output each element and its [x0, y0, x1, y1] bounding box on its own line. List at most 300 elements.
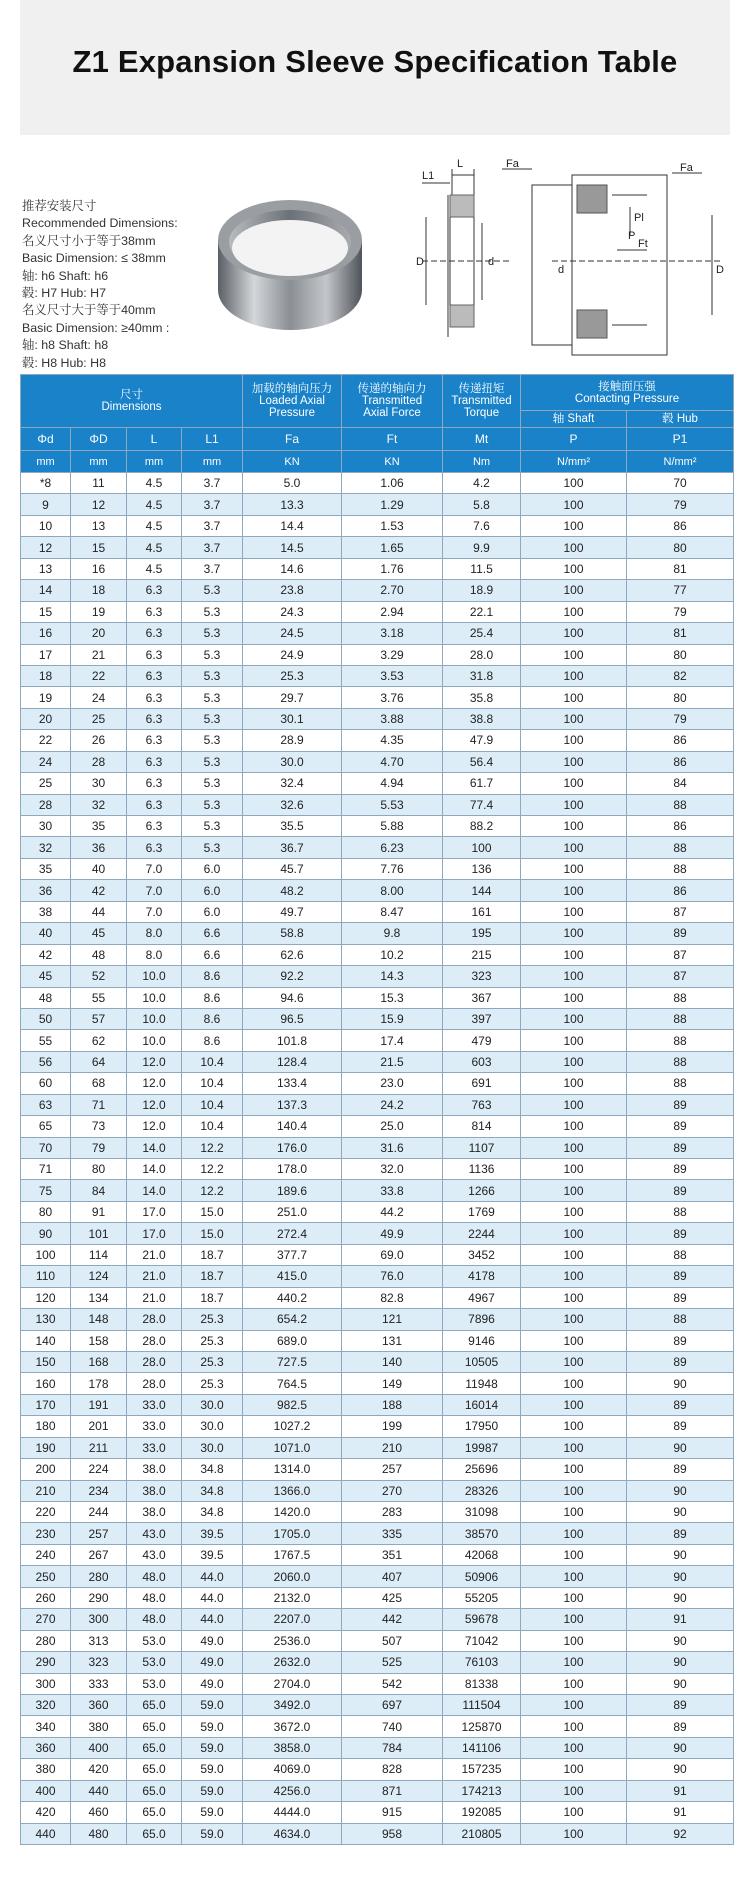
table-cell: 31.6: [342, 1137, 443, 1158]
table-row: [21, 1330, 734, 1351]
table-cell: 45: [21, 966, 71, 987]
table-cell: 12.2: [182, 1137, 243, 1158]
table-cell: 88: [627, 837, 734, 858]
table-cell: 79: [627, 708, 734, 729]
table-cell: 36.7: [243, 837, 342, 858]
table-cell: 480: [71, 1823, 127, 1844]
table-cell: 32: [71, 794, 127, 815]
table-cell: 5.0: [243, 473, 342, 494]
hub-header: 毂 Hub: [627, 411, 734, 428]
table-row: [21, 1116, 734, 1137]
table-cell: 16014: [443, 1394, 521, 1415]
table-row: [21, 708, 734, 729]
table-cell: 4178: [443, 1266, 521, 1287]
table-cell: 257: [71, 1523, 127, 1544]
table-cell: 14.6: [243, 558, 342, 579]
table-cell: 5.88: [342, 816, 443, 837]
table-row: [21, 1223, 734, 1244]
table-cell: 323: [71, 1652, 127, 1673]
table-cell: 92: [627, 1823, 734, 1844]
table-cell: 90: [627, 1673, 734, 1694]
table-cell: 10.4: [182, 1094, 243, 1115]
table-cell: 407: [342, 1566, 443, 1587]
table-cell: 39.5: [182, 1544, 243, 1565]
table-cell: 763: [443, 1094, 521, 1115]
table-cell: 11948: [443, 1373, 521, 1394]
table-cell: 4967: [443, 1287, 521, 1308]
table-cell: 144: [443, 880, 521, 901]
table-cell: 36: [71, 837, 127, 858]
table-row: [21, 901, 734, 922]
table-cell: 4.70: [342, 751, 443, 772]
table-cell: 12.2: [182, 1159, 243, 1180]
table-cell: 100: [521, 1523, 627, 1544]
table-cell: 4.5: [127, 473, 182, 494]
table-cell: 90: [627, 1373, 734, 1394]
table-cell: 90: [627, 1652, 734, 1673]
table-cell: 14.0: [127, 1180, 182, 1201]
table-row: [21, 1502, 734, 1523]
table-cell: 100: [521, 944, 627, 965]
table-cell: 19: [71, 601, 127, 622]
drawing-label-Pl: Pl: [634, 212, 644, 224]
table-cell: 5.3: [182, 816, 243, 837]
table-cell: 100: [521, 1823, 627, 1844]
expansion-sleeve-photo: [210, 198, 370, 338]
table-cell: 13.3: [243, 494, 342, 515]
table-cell: 60: [21, 1073, 71, 1094]
table-cell: 170: [21, 1394, 71, 1415]
table-row: [21, 944, 734, 965]
table-row: [21, 1073, 734, 1094]
table-cell: 5.8: [443, 494, 521, 515]
spec-line: Basic Dimension: ≤ 38mm: [22, 251, 166, 266]
table-cell: 178: [71, 1373, 127, 1394]
table-cell: 48.2: [243, 880, 342, 901]
table-cell: 38: [21, 901, 71, 922]
table-cell: 81338: [443, 1673, 521, 1694]
table-cell: 100: [521, 1137, 627, 1158]
table-cell: 120: [21, 1287, 71, 1308]
table-cell: 100: [521, 1223, 627, 1244]
table-cell: 20: [21, 708, 71, 729]
table-cell: 32.6: [243, 794, 342, 815]
table-row: [21, 1609, 734, 1630]
table-row: [21, 1694, 734, 1715]
table-cell: 23.0: [342, 1073, 443, 1094]
table-row: [21, 1566, 734, 1587]
table-row: [21, 1244, 734, 1265]
table-cell: 89: [627, 1523, 734, 1544]
table-cell: 100: [521, 601, 627, 622]
table-cell: 33.0: [127, 1394, 182, 1415]
table-cell: 96.5: [243, 1008, 342, 1029]
table-cell: 7.0: [127, 858, 182, 879]
table-cell: 25.3: [182, 1351, 243, 1372]
table-cell: 100: [521, 1094, 627, 1115]
table-cell: 4634.0: [243, 1823, 342, 1844]
symbol-header: Ft: [342, 428, 443, 451]
table-row: [21, 1051, 734, 1072]
unit-header: mm: [182, 451, 243, 473]
table-cell: 131: [342, 1330, 443, 1351]
table-cell: 4.35: [342, 730, 443, 751]
table-cell: 89: [627, 1416, 734, 1437]
table-cell: 65.0: [127, 1823, 182, 1844]
table-cell: 542: [342, 1673, 443, 1694]
table-cell: 6.3: [127, 816, 182, 837]
table-cell: 5.3: [182, 601, 243, 622]
table-cell: 140: [21, 1330, 71, 1351]
table-cell: 5.3: [182, 623, 243, 644]
table-cell: 38.0: [127, 1459, 182, 1480]
table-cell: 94.6: [243, 987, 342, 1008]
table-cell: 340: [21, 1716, 71, 1737]
table-cell: 9146: [443, 1330, 521, 1351]
drawing-label-P: P: [628, 230, 636, 242]
table-row: [21, 537, 734, 558]
table-cell: 71: [21, 1159, 71, 1180]
table-row: [21, 1544, 734, 1565]
table-cell: 1.65: [342, 537, 443, 558]
table-cell: 300: [21, 1673, 71, 1694]
table-cell: 50: [21, 1008, 71, 1029]
table-cell: 53.0: [127, 1630, 182, 1651]
table-cell: 76.0: [342, 1266, 443, 1287]
table-cell: 479: [443, 1030, 521, 1051]
table-cell: 4256.0: [243, 1780, 342, 1801]
table-cell: 148: [71, 1309, 127, 1330]
spec-line: Recommended Dimensions:: [22, 216, 178, 231]
spec-line: 名义尺寸大于等于40mm: [22, 303, 156, 318]
table-cell: 100: [521, 1008, 627, 1029]
table-cell: 75: [21, 1180, 71, 1201]
header-cn: 接触面压强: [598, 380, 656, 393]
table-cell: 79: [71, 1137, 127, 1158]
table-cell: 88.2: [443, 816, 521, 837]
table-cell: 189.6: [243, 1180, 342, 1201]
header-en: Transmitted: [451, 395, 512, 407]
table-cell: 28.0: [127, 1351, 182, 1372]
table-cell: 88: [627, 858, 734, 879]
spec-line: Basic Dimension: ≥40mm :: [22, 320, 170, 335]
table-cell: 31098: [443, 1502, 521, 1523]
table-cell: 28.0: [443, 644, 521, 665]
table-cell: 100: [521, 687, 627, 708]
table-cell: 128.4: [243, 1051, 342, 1072]
table-row: [21, 494, 734, 515]
table-cell: 174213: [443, 1780, 521, 1801]
table-cell: 53.0: [127, 1652, 182, 1673]
table-cell: 3.7: [182, 558, 243, 579]
spec-line: 毂: H7 Hub: H7: [22, 285, 107, 300]
table-cell: 5.3: [182, 773, 243, 794]
table-cell: 77.4: [443, 794, 521, 815]
table-cell: 87: [627, 944, 734, 965]
table-cell: 1705.0: [243, 1523, 342, 1544]
table-row: [21, 1094, 734, 1115]
table-cell: 1.76: [342, 558, 443, 579]
table-cell: 25696: [443, 1459, 521, 1480]
table-cell: 234: [71, 1480, 127, 1501]
table-cell: 1071.0: [243, 1437, 342, 1458]
table-cell: 3858.0: [243, 1737, 342, 1758]
table-cell: 15.0: [182, 1201, 243, 1222]
table-cell: 100: [521, 558, 627, 579]
table-cell: 6.3: [127, 837, 182, 858]
table-cell: 12.0: [127, 1116, 182, 1137]
header-cn: 加载的轴向压力: [251, 383, 333, 395]
table-cell: 89: [627, 1116, 734, 1137]
table-cell: 191: [71, 1394, 127, 1415]
table-cell: 2244: [443, 1223, 521, 1244]
table-row: [21, 1287, 734, 1308]
table-cell: 100: [521, 1416, 627, 1437]
table-cell: 100: [521, 537, 627, 558]
table-cell: 17.0: [127, 1223, 182, 1244]
table-cell: 195: [443, 923, 521, 944]
table-cell: 89: [627, 1351, 734, 1372]
table-cell: 14.0: [127, 1137, 182, 1158]
table-cell: 71042: [443, 1630, 521, 1651]
table-cell: 18.7: [182, 1287, 243, 1308]
table-cell: 400: [71, 1737, 127, 1758]
header-en: Pressure: [269, 407, 316, 419]
header-en: Dimensions: [101, 401, 162, 413]
table-cell: 814: [443, 1116, 521, 1137]
table-cell: 25.3: [182, 1373, 243, 1394]
table-cell: 157235: [443, 1759, 521, 1780]
table-cell: 90: [627, 1480, 734, 1501]
table-cell: 91: [627, 1609, 734, 1630]
table-cell: 290: [21, 1652, 71, 1673]
table-cell: 24: [71, 687, 127, 708]
table-cell: 100: [521, 730, 627, 751]
table-cell: 333: [71, 1673, 127, 1694]
table-cell: 270: [342, 1480, 443, 1501]
table-row: [21, 1523, 734, 1544]
table-cell: 59.0: [182, 1802, 243, 1823]
symbol-header: P: [521, 428, 627, 451]
table-cell: 7.0: [127, 901, 182, 922]
table-cell: 89: [627, 1159, 734, 1180]
header-en: Torque: [463, 407, 500, 419]
table-cell: 100: [521, 1244, 627, 1265]
spec-line: 推荐安装尺寸: [22, 199, 97, 213]
table-cell: 3492.0: [243, 1694, 342, 1715]
table-cell: 440.2: [243, 1287, 342, 1308]
table-cell: 1266: [443, 1180, 521, 1201]
table-cell: 140: [342, 1351, 443, 1372]
table-cell: 89: [627, 1716, 734, 1737]
table-cell: 982.5: [243, 1394, 342, 1415]
table-cell: 30: [71, 773, 127, 794]
table-cell: 79: [627, 494, 734, 515]
drawing-label-d-right: d: [558, 264, 565, 276]
table-cell: 1.06: [342, 473, 443, 494]
table-cell: 28326: [443, 1480, 521, 1501]
table-cell: 8.0: [127, 923, 182, 944]
table-cell: 44.0: [182, 1609, 243, 1630]
table-cell: 48: [21, 987, 71, 1008]
table-cell: 3.29: [342, 644, 443, 665]
table-cell: 6.3: [127, 665, 182, 686]
table-cell: 100: [521, 1030, 627, 1051]
table-cell: 4444.0: [243, 1802, 342, 1823]
table-cell: 100: [521, 1630, 627, 1651]
table-cell: 8.6: [182, 1008, 243, 1029]
table-cell: 14.0: [127, 1159, 182, 1180]
table-row: [21, 1351, 734, 1372]
table-cell: 15.3: [342, 987, 443, 1008]
table-cell: 88: [627, 987, 734, 1008]
table-cell: 4.5: [127, 558, 182, 579]
table-cell: 100: [521, 665, 627, 686]
table-cell: 871: [342, 1780, 443, 1801]
symbol-header: P1: [627, 428, 734, 451]
table-row: [21, 1008, 734, 1029]
table-cell: 100: [521, 1437, 627, 1458]
table-cell: 158: [71, 1330, 127, 1351]
table-cell: 380: [71, 1716, 127, 1737]
table-cell: 10.2: [342, 944, 443, 965]
table-cell: 9.9: [443, 537, 521, 558]
table-cell: 12.0: [127, 1051, 182, 1072]
table-cell: 958: [342, 1823, 443, 1844]
table-cell: 57: [71, 1008, 127, 1029]
table-cell: 89: [627, 1223, 734, 1244]
table-cell: 12: [71, 494, 127, 515]
table-cell: 25: [71, 708, 127, 729]
table-cell: 100: [521, 1566, 627, 1587]
table-cell: 3452: [443, 1244, 521, 1265]
table-cell: 689.0: [243, 1330, 342, 1351]
table-cell: 8.0: [127, 944, 182, 965]
table-cell: 420: [71, 1759, 127, 1780]
table-cell: 915: [342, 1802, 443, 1823]
table-cell: 89: [627, 923, 734, 944]
table-cell: 17950: [443, 1416, 521, 1437]
table-cell: 13: [71, 515, 127, 536]
table-cell: 5.3: [182, 665, 243, 686]
table-cell: 5.3: [182, 730, 243, 751]
table-cell: 25.3: [243, 665, 342, 686]
drawing-label-D-right: D: [716, 264, 724, 276]
shaft-header: 轴 Shaft: [521, 411, 627, 428]
table-cell: 30.1: [243, 708, 342, 729]
table-cell: 24.2: [342, 1094, 443, 1115]
table-cell: 603: [443, 1051, 521, 1072]
table-row: [21, 687, 734, 708]
table-cell: 283: [342, 1502, 443, 1523]
table-row: [21, 665, 734, 686]
table-cell: 34.8: [182, 1502, 243, 1523]
table-cell: 52: [71, 966, 127, 987]
table-cell: 38570: [443, 1523, 521, 1544]
table-cell: 59.0: [182, 1759, 243, 1780]
table-cell: 100: [521, 644, 627, 665]
table-cell: 10.0: [127, 1030, 182, 1051]
table-cell: 43.0: [127, 1544, 182, 1565]
table-cell: 15: [21, 601, 71, 622]
table-cell: 12.0: [127, 1094, 182, 1115]
unit-header: KN: [342, 451, 443, 473]
table-cell: 18.7: [182, 1244, 243, 1265]
table-row: [21, 816, 734, 837]
table-cell: 28.9: [243, 730, 342, 751]
table-cell: 11: [71, 473, 127, 494]
header-cn: 传递扭矩: [458, 383, 505, 395]
table-cell: 10.0: [127, 987, 182, 1008]
table-cell: 4.94: [342, 773, 443, 794]
table-row: [21, 1180, 734, 1201]
specification-table: [20, 374, 734, 1845]
table-cell: 440: [21, 1823, 71, 1844]
table-cell: 100: [521, 1544, 627, 1565]
table-cell: 26: [71, 730, 127, 751]
table-cell: 38.0: [127, 1480, 182, 1501]
table-cell: 10505: [443, 1351, 521, 1372]
table-cell: 84: [627, 773, 734, 794]
table-cell: 6.3: [127, 687, 182, 708]
unit-header: Nm: [443, 451, 521, 473]
contacting-pressure-header: [521, 375, 734, 411]
table-cell: 30.0: [243, 751, 342, 772]
table-cell: 44.2: [342, 1201, 443, 1222]
table-cell: 25.0: [342, 1116, 443, 1137]
table-cell: 240: [21, 1544, 71, 1565]
table-cell: 224: [71, 1459, 127, 1480]
table-row: [21, 1309, 734, 1330]
table-cell: 12.2: [182, 1180, 243, 1201]
table-cell: 8.6: [182, 1030, 243, 1051]
table-cell: 828: [342, 1759, 443, 1780]
table-cell: 100: [521, 1759, 627, 1780]
table-cell: 30.0: [182, 1416, 243, 1437]
table-row: [21, 1480, 734, 1501]
table-cell: 12: [21, 537, 71, 558]
table-cell: 100: [521, 1587, 627, 1608]
table-cell: 13: [21, 558, 71, 579]
table-cell: 6.3: [127, 751, 182, 772]
table-cell: 22.1: [443, 601, 521, 622]
table-cell: 150: [21, 1351, 71, 1372]
table-cell: 5.3: [182, 837, 243, 858]
table-cell: 35: [21, 858, 71, 879]
table-cell: 100: [521, 1394, 627, 1415]
table-cell: 30.0: [182, 1437, 243, 1458]
table-cell: 136: [443, 858, 521, 879]
table-cell: 5.3: [182, 794, 243, 815]
table-cell: 380: [21, 1759, 71, 1780]
table-cell: 100: [521, 923, 627, 944]
table-row: [21, 837, 734, 858]
table-cell: 33.0: [127, 1437, 182, 1458]
table-cell: 5.3: [182, 687, 243, 708]
symbol-header: Φd: [21, 428, 71, 451]
table-cell: 161: [443, 901, 521, 922]
table-row: [21, 644, 734, 665]
table-cell: 90: [627, 1630, 734, 1651]
table-cell: 100: [521, 1373, 627, 1394]
table-cell: 90: [627, 1437, 734, 1458]
table-cell: 92.2: [243, 966, 342, 987]
table-cell: 88: [627, 1201, 734, 1222]
table-cell: 82.8: [342, 1287, 443, 1308]
table-cell: 5.3: [182, 580, 243, 601]
table-cell: 25.3: [182, 1309, 243, 1330]
table-cell: 133.4: [243, 1073, 342, 1094]
